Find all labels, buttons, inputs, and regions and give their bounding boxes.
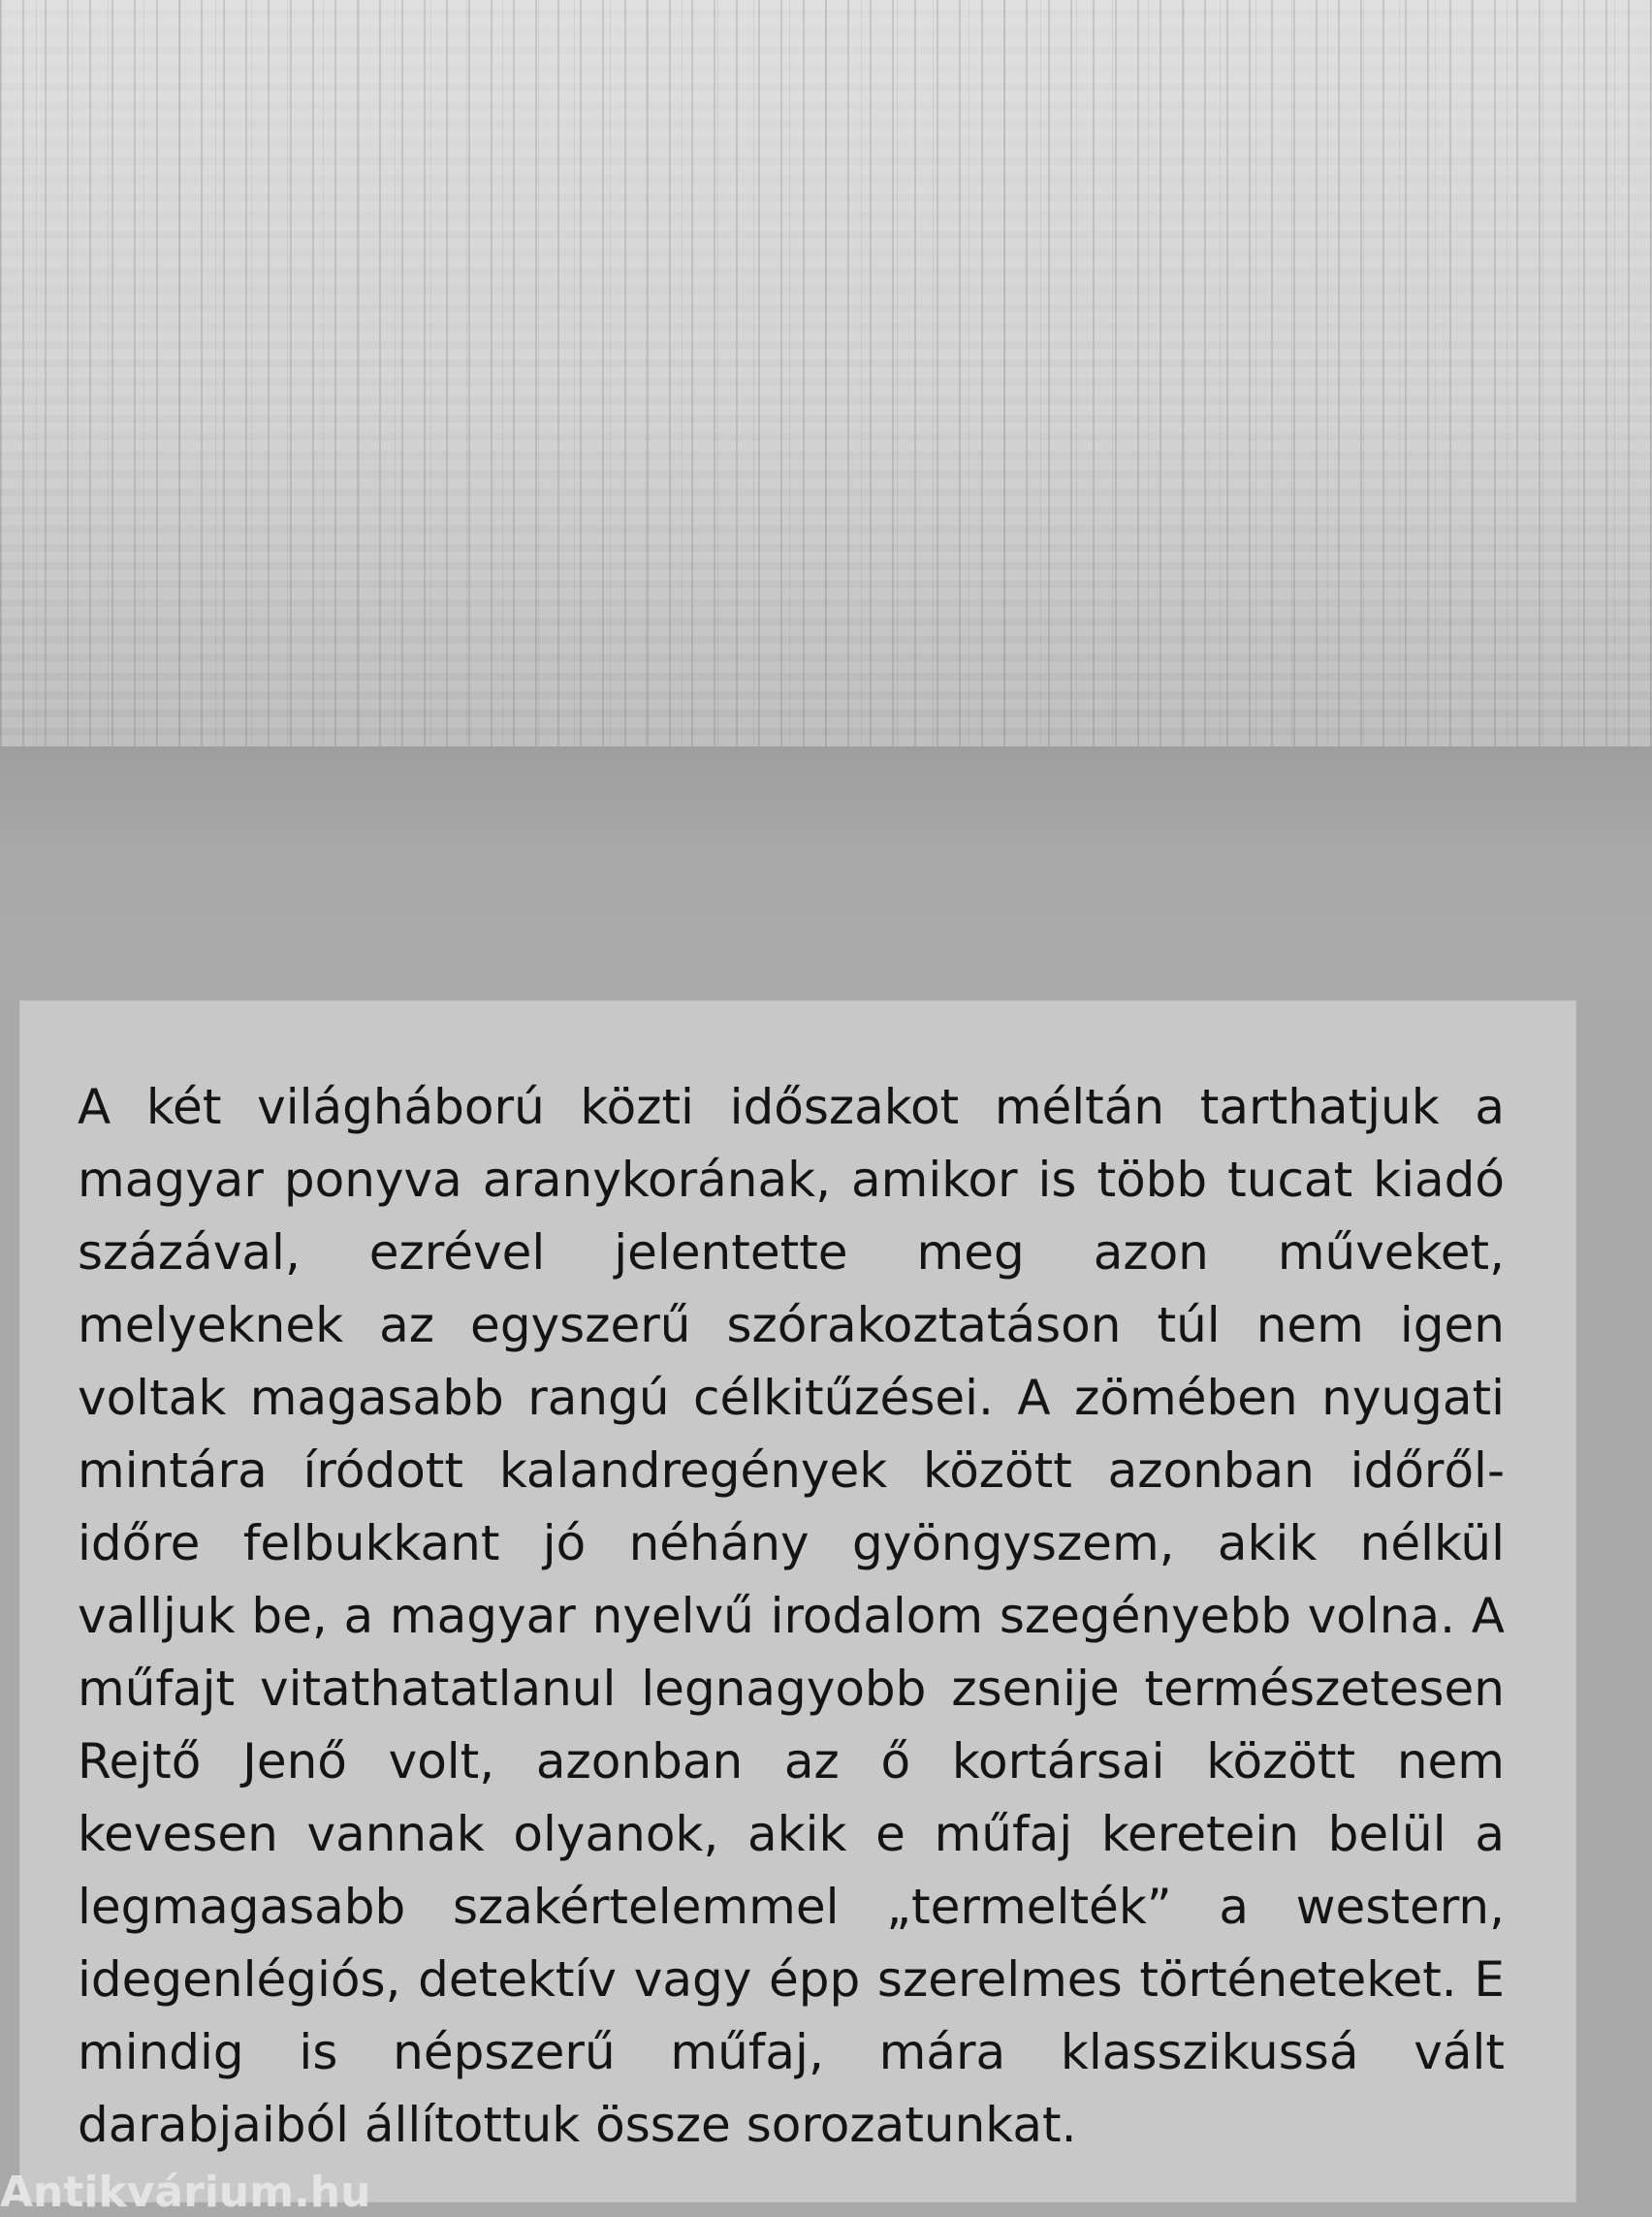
shadow-band [0, 746, 1652, 1000]
watermark: Antikvárium.hu [0, 2168, 371, 2217]
body-paragraph: A két világháború közti időszakot méltán tarthatjuk a magyar ponyva aranykorának, amikor is több tucat kiadó százával, ezrével jelentette meg azon műveket, melyeknek az egyszerű szórakoztatáson túl nem igen voltak magasabb rangú célkitűzései. A zömében nyugati mintára íródott kalandregények között azonban időről-időre felbukkant jó néhány gyöngyszem, akik nélkül valljuk be, a magyar nyelvű irodalom szegényebb volna. A műfajt vitathatatlanul legnagyobb zsenije természetesen Rejtő Jenő volt, azonban az ő kortársai között nem kevesen vannak olyanok, akik e műfaj keretein belül a legmagasabb szakértelemmel „termelték” a western, idegenlégiós, detektív vagy épp szerelmes történeteket. E mindig is népszerű műfaj, mára klasszikussá vált darabjaiból állítottuk össze sorozatunkat. [78, 1079, 1505, 2153]
textured-paper-area [0, 0, 1652, 746]
